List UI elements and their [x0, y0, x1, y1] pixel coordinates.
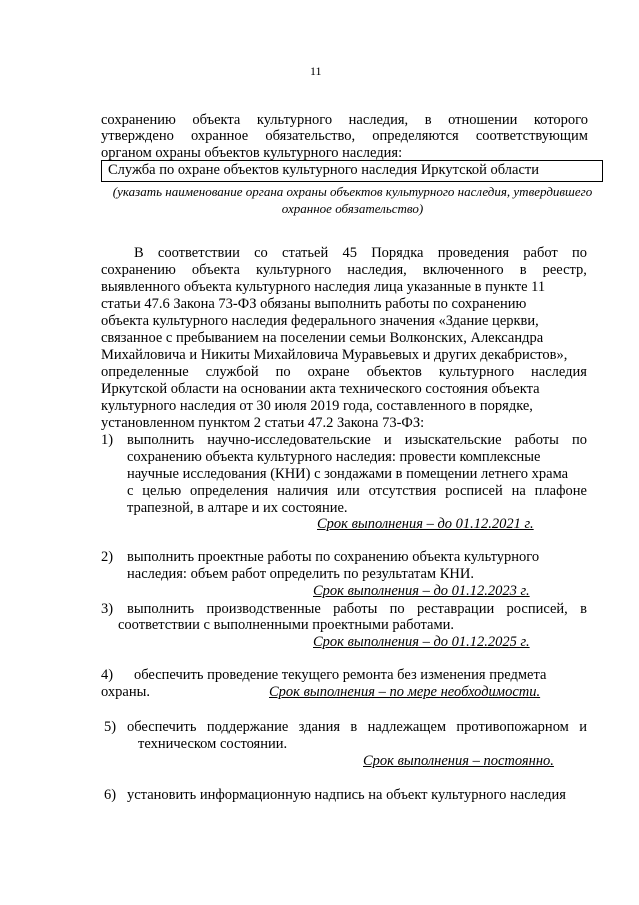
word: на	[511, 483, 526, 499]
word: здания	[298, 719, 341, 735]
main-paragraph-line	[134, 245, 587, 262]
word: наследия,	[347, 262, 407, 278]
item-line	[127, 719, 587, 736]
word: наследия	[531, 364, 587, 380]
authority-name-box	[101, 160, 603, 182]
item-line: соответствии с выполненными проектными работами.	[118, 617, 455, 633]
item-line	[127, 601, 587, 618]
word: со	[254, 245, 268, 261]
word: поддержание	[206, 719, 289, 735]
main-paragraph-line: установленном пунктом 2 статьи 47.2 Закона 73-ФЗ:	[101, 415, 425, 431]
word: объекта	[192, 112, 241, 128]
word: реставрации	[416, 601, 495, 617]
word: в	[580, 601, 587, 617]
word: по	[389, 601, 405, 617]
item-line: охраны.	[101, 684, 150, 700]
word: которого	[533, 112, 588, 128]
item-number: 4)	[101, 667, 114, 683]
word: в	[519, 262, 527, 278]
item-deadline: Срок выполнения – до 01.12.2023 г.	[313, 583, 530, 599]
word: охране	[307, 364, 350, 380]
main-paragraph-line: Иркутской области на основании акта технического состояния объекта	[101, 381, 540, 397]
word: культурного	[255, 262, 332, 278]
word: противопожарном	[456, 719, 569, 735]
item-line: наследия: объем работ определить по результатам КНИ.	[127, 566, 474, 582]
item-line: техническом состоянии.	[138, 736, 288, 752]
item-number: 5)	[104, 719, 117, 735]
word: службой	[205, 364, 259, 380]
word: статьей	[282, 245, 329, 261]
item-number: 3)	[101, 601, 114, 617]
word: реестр,	[542, 262, 587, 278]
word: В	[134, 245, 144, 261]
main-paragraph-line: культурного наследия от 30 июля 2019 года, составленного в порядке,	[101, 398, 533, 414]
word: определяются	[372, 128, 459, 144]
item-line: выполнить проектные работы по сохранению объекта культурного	[127, 549, 540, 565]
item-line: обеспечить проведение текущего ремонта без изменения предмета	[134, 667, 547, 683]
word: или	[337, 483, 360, 499]
authority-hint-line-1: (указать наименование органа охраны объектов культурного наследия, утвердившего	[112, 184, 593, 199]
word: культурного	[438, 364, 515, 380]
main-paragraph-line: объекта культурного наследия федерального значения «Здание церкви,	[101, 313, 539, 329]
item-deadline: Срок выполнения – до 01.12.2025 г.	[313, 634, 530, 650]
item-number: 2)	[101, 549, 114, 565]
word: работ	[523, 245, 558, 261]
word: в	[424, 112, 432, 128]
word: наследия,	[348, 112, 409, 128]
word: по	[571, 245, 587, 261]
intro-line-1	[101, 112, 588, 129]
word: надлежащем	[367, 719, 447, 735]
word: по	[275, 364, 291, 380]
word: утверждено	[101, 128, 174, 144]
word: изыскательские	[404, 432, 502, 448]
authority-hint-line-2: охранное обязательство)	[281, 201, 424, 216]
word: выполнить	[127, 432, 195, 448]
word: плафоне	[534, 483, 587, 499]
word: выполнить	[127, 601, 195, 617]
word: по	[571, 432, 587, 448]
main-paragraph-line	[101, 364, 587, 381]
word: включенного	[422, 262, 504, 278]
word: сохранению	[101, 112, 176, 128]
word: определения	[190, 483, 269, 499]
main-paragraph-line: статьи 47.6 Закона 73-ФЗ обязаны выполнить работы по сохранению	[101, 296, 527, 312]
authority-name: Служба по охране объектов культурного наследия Иркутской области	[108, 162, 540, 178]
word: с	[127, 483, 134, 499]
word: объекта	[191, 262, 240, 278]
word: соответствии	[157, 245, 240, 261]
word: определенные	[101, 364, 189, 380]
word: и	[383, 432, 392, 448]
word: научно-исследовательские	[207, 432, 371, 448]
item-line	[127, 432, 587, 449]
word: отсутствия	[368, 483, 437, 499]
word: сохранению	[101, 262, 176, 278]
word: и	[579, 719, 587, 735]
word: целью	[142, 483, 182, 499]
main-paragraph-line	[101, 262, 587, 279]
word: 45	[342, 245, 357, 261]
intro-line-2	[101, 128, 588, 145]
item-number: 6)	[104, 787, 117, 803]
word: объектов	[366, 364, 422, 380]
main-paragraph-line: Михайловича и Никиты Михайловича Муравьевых и других декабристов»,	[101, 347, 568, 363]
word: отношении	[448, 112, 518, 128]
word: наличия	[277, 483, 329, 499]
item-line: трапезной, в алтаре и их состояние.	[127, 500, 348, 516]
word: Порядка	[371, 245, 424, 261]
item-deadline: Срок выполнения – до 01.12.2021 г.	[317, 516, 534, 532]
word: обязательство,	[265, 128, 356, 144]
main-paragraph-line: выявленного объекта культурного наследия лица указанные в пункте 11	[101, 279, 546, 295]
word: росписей,	[506, 601, 568, 617]
item-deadline: Срок выполнения – постоянно.	[363, 753, 554, 769]
word: соответствующим	[475, 128, 588, 144]
word: охранное	[191, 128, 249, 144]
item-deadline: Срок выполнения – по мере необходимости.	[269, 684, 541, 700]
item-line: установить информационную надпись на объект культурного наследия	[127, 787, 566, 803]
item-line: сохранению объекта культурного наследия: провести комплексные	[127, 449, 541, 465]
item-line	[127, 483, 587, 500]
word: работы	[514, 432, 559, 448]
page-number: 11	[310, 64, 322, 78]
word: росписей	[445, 483, 503, 499]
main-paragraph-line: связанное с пребыванием на поселении семьи Волконских, Александра	[101, 330, 544, 346]
word: проведения	[437, 245, 510, 261]
intro-line-3: органом охраны объектов культурного наследия:	[101, 145, 403, 161]
word: культурного	[256, 112, 333, 128]
word: производственные	[206, 601, 321, 617]
item-number: 1)	[101, 432, 114, 448]
word: в	[350, 719, 358, 735]
word: работы	[333, 601, 378, 617]
item-line: научные исследования (КНИ) с зондажами в помещении летнего храма	[127, 466, 569, 482]
word: обеспечить	[127, 719, 197, 735]
